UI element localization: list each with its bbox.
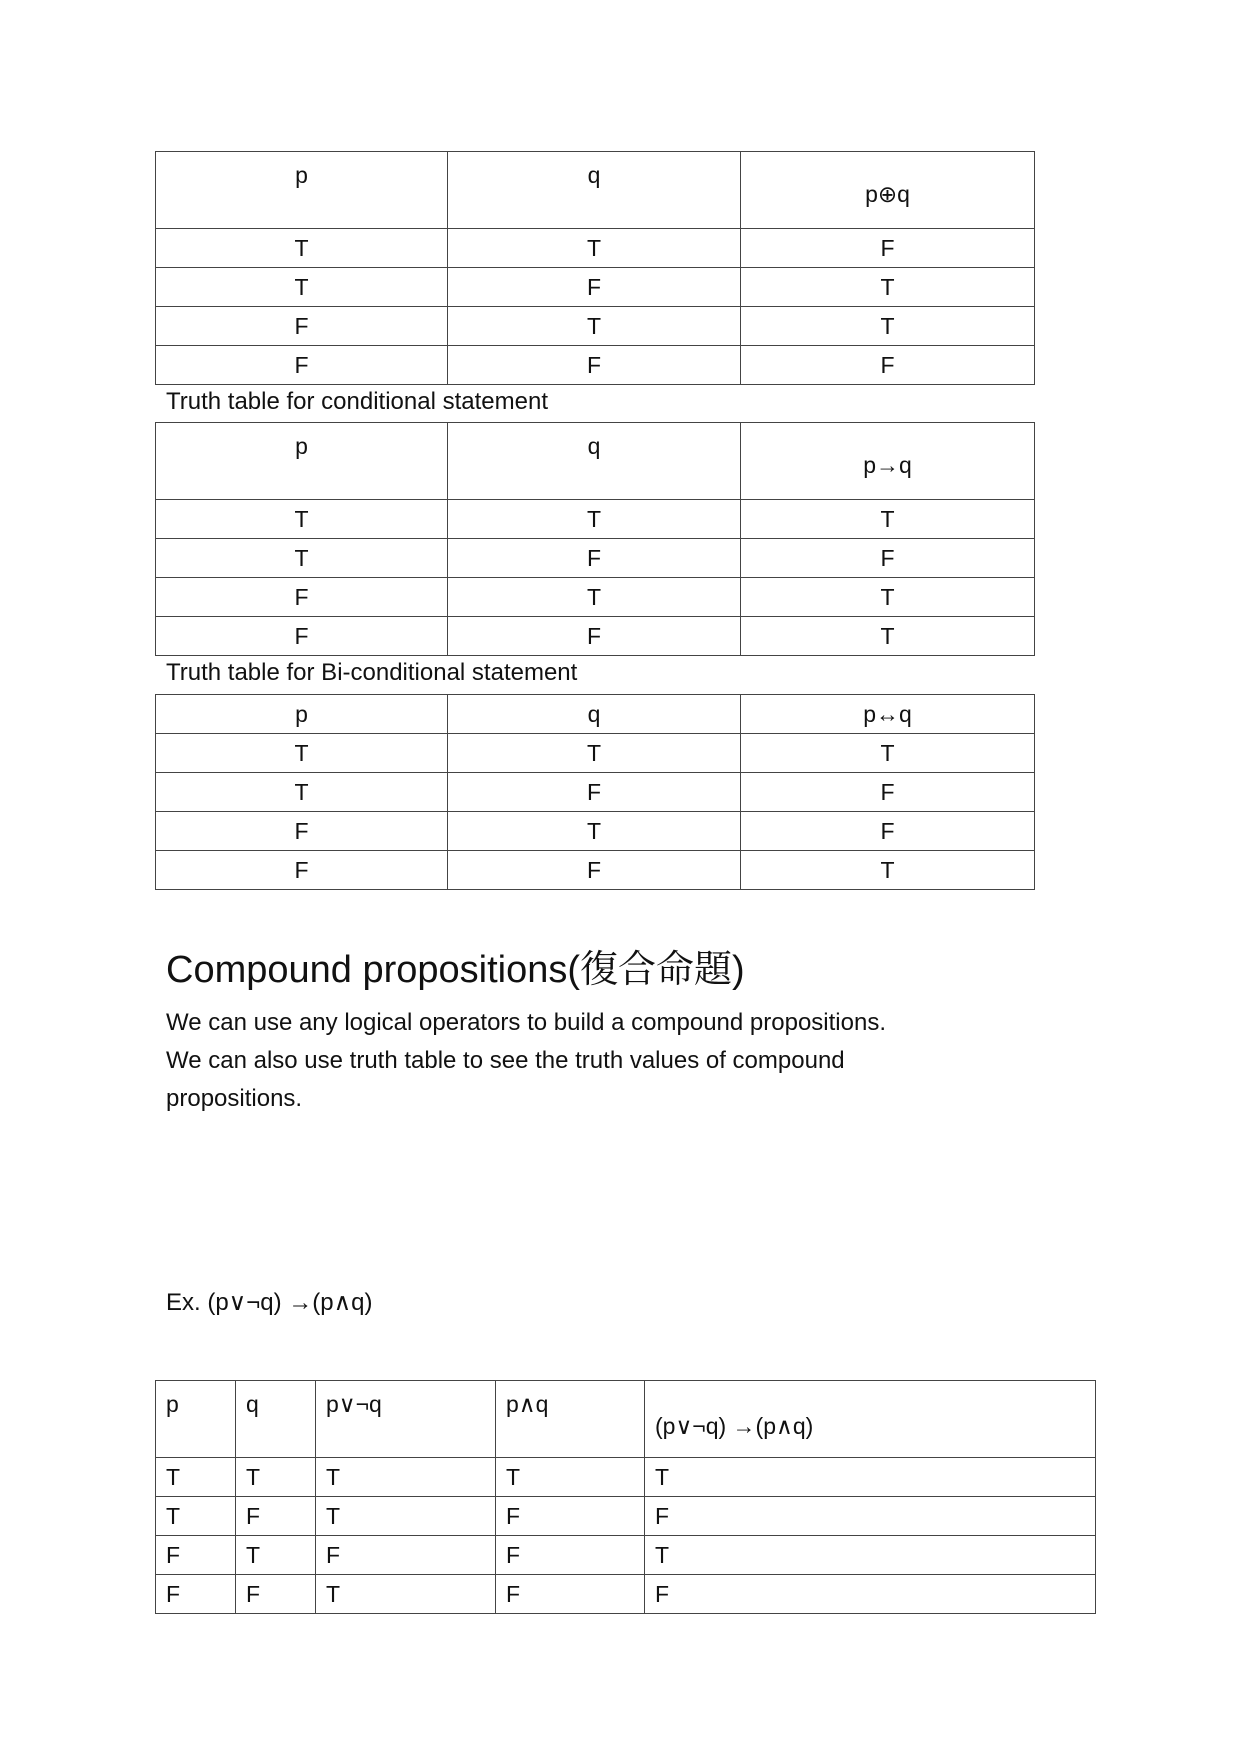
header-cell: p	[156, 423, 448, 500]
table-cell: T	[741, 500, 1035, 539]
table-cell: F	[156, 578, 448, 617]
table-cell: T	[156, 1497, 236, 1536]
table-cell: T	[741, 578, 1035, 617]
table-cell: T	[645, 1458, 1096, 1497]
table-cell: F	[741, 812, 1035, 851]
table-header-row	[156, 695, 1035, 734]
table-row	[156, 1575, 1096, 1614]
table-cell: F	[156, 307, 448, 346]
biconditional-caption: Truth table for Bi-conditional statement	[166, 659, 578, 686]
table-row	[156, 268, 1035, 307]
table-cell: F	[448, 346, 741, 385]
table-cell: T	[448, 578, 741, 617]
table-cell: F	[156, 346, 448, 385]
table-row	[156, 346, 1035, 385]
table-cell: T	[156, 734, 448, 773]
header-cell: p↔q	[741, 695, 1035, 734]
header-cell: p⊕q	[741, 152, 1035, 229]
header-cell: p	[156, 152, 448, 229]
table-cell: T	[448, 229, 741, 268]
table-cell: T	[448, 734, 741, 773]
table-cell: T	[156, 500, 448, 539]
table-row	[156, 617, 1035, 656]
table-row	[156, 578, 1035, 617]
section-heading: Compound propositions(復合命題)	[166, 949, 745, 991]
table-cell: F	[448, 539, 741, 578]
table-cell: F	[236, 1575, 316, 1614]
table-row	[156, 539, 1035, 578]
compound-truth-table	[155, 1380, 1096, 1614]
table-cell: T	[156, 268, 448, 307]
table-cell: F	[741, 346, 1035, 385]
header-cell: (p∨¬q) →(p∧q)	[645, 1381, 1096, 1458]
table-cell: T	[496, 1458, 645, 1497]
header-cell: q	[448, 695, 741, 734]
table-cell: T	[741, 851, 1035, 890]
table-cell: F	[156, 1536, 236, 1575]
header-cell: p∧q	[496, 1381, 645, 1458]
header-cell: q	[448, 152, 741, 229]
table-cell: T	[448, 307, 741, 346]
table-cell: T	[741, 268, 1035, 307]
table-cell: T	[236, 1536, 316, 1575]
table-cell: T	[645, 1536, 1096, 1575]
header-cell: p∨¬q	[316, 1381, 496, 1458]
table-cell: T	[156, 773, 448, 812]
table-row	[156, 773, 1035, 812]
table-cell: T	[448, 812, 741, 851]
table-row	[156, 500, 1035, 539]
table-cell: F	[156, 1575, 236, 1614]
table-cell: F	[645, 1575, 1096, 1614]
table-header-row	[156, 423, 1035, 500]
table-row	[156, 812, 1035, 851]
table-cell: F	[156, 812, 448, 851]
table-row	[156, 1497, 1096, 1536]
table-row	[156, 851, 1035, 890]
table-cell: T	[156, 539, 448, 578]
header-cell: p→q	[741, 423, 1035, 500]
table-cell: F	[448, 851, 741, 890]
table-cell: T	[741, 307, 1035, 346]
table-cell: F	[741, 229, 1035, 268]
table-row	[156, 1458, 1096, 1497]
table-cell: F	[316, 1536, 496, 1575]
table-cell: T	[741, 734, 1035, 773]
table-cell: F	[496, 1497, 645, 1536]
table-header-row	[156, 1381, 1096, 1458]
table-row	[156, 734, 1035, 773]
example-expression: Ex. (p∨¬q) →(p∧q)	[166, 1289, 373, 1316]
table-cell: F	[496, 1536, 645, 1575]
header-cell: p	[156, 1381, 236, 1458]
table-row	[156, 229, 1035, 268]
table-cell: F	[236, 1497, 316, 1536]
table-cell: T	[448, 500, 741, 539]
table-cell: F	[496, 1575, 645, 1614]
table-cell: T	[156, 229, 448, 268]
table-cell: T	[316, 1458, 496, 1497]
table-cell: T	[316, 1497, 496, 1536]
header-cell: q	[448, 423, 741, 500]
conditional-truth-table	[155, 422, 1035, 656]
body-paragraph	[166, 1004, 1066, 1118]
biconditional-truth-table	[155, 694, 1035, 890]
paragraph-line: We can use any logical operators to build a compound propositions.	[166, 1009, 886, 1036]
header-cell: q	[236, 1381, 316, 1458]
table-cell: F	[448, 773, 741, 812]
table-row	[156, 307, 1035, 346]
table-cell: F	[741, 539, 1035, 578]
paragraph-line: propositions.	[166, 1085, 303, 1112]
table-cell: T	[741, 617, 1035, 656]
table-cell: T	[156, 1458, 236, 1497]
xor-truth-table	[155, 151, 1035, 385]
conditional-caption: Truth table for conditional statement	[166, 388, 548, 415]
table-row	[156, 1536, 1096, 1575]
table-cell: T	[236, 1458, 316, 1497]
table-cell: F	[156, 851, 448, 890]
table-header-row	[156, 152, 1035, 229]
table-cell: F	[645, 1497, 1096, 1536]
table-cell: F	[156, 617, 448, 656]
table-cell: F	[741, 773, 1035, 812]
header-cell: p	[156, 695, 448, 734]
table-cell: F	[448, 617, 741, 656]
paragraph-line: We can also use truth table to see the truth values of compound	[166, 1047, 845, 1074]
table-cell: T	[316, 1575, 496, 1614]
table-cell: F	[448, 268, 741, 307]
